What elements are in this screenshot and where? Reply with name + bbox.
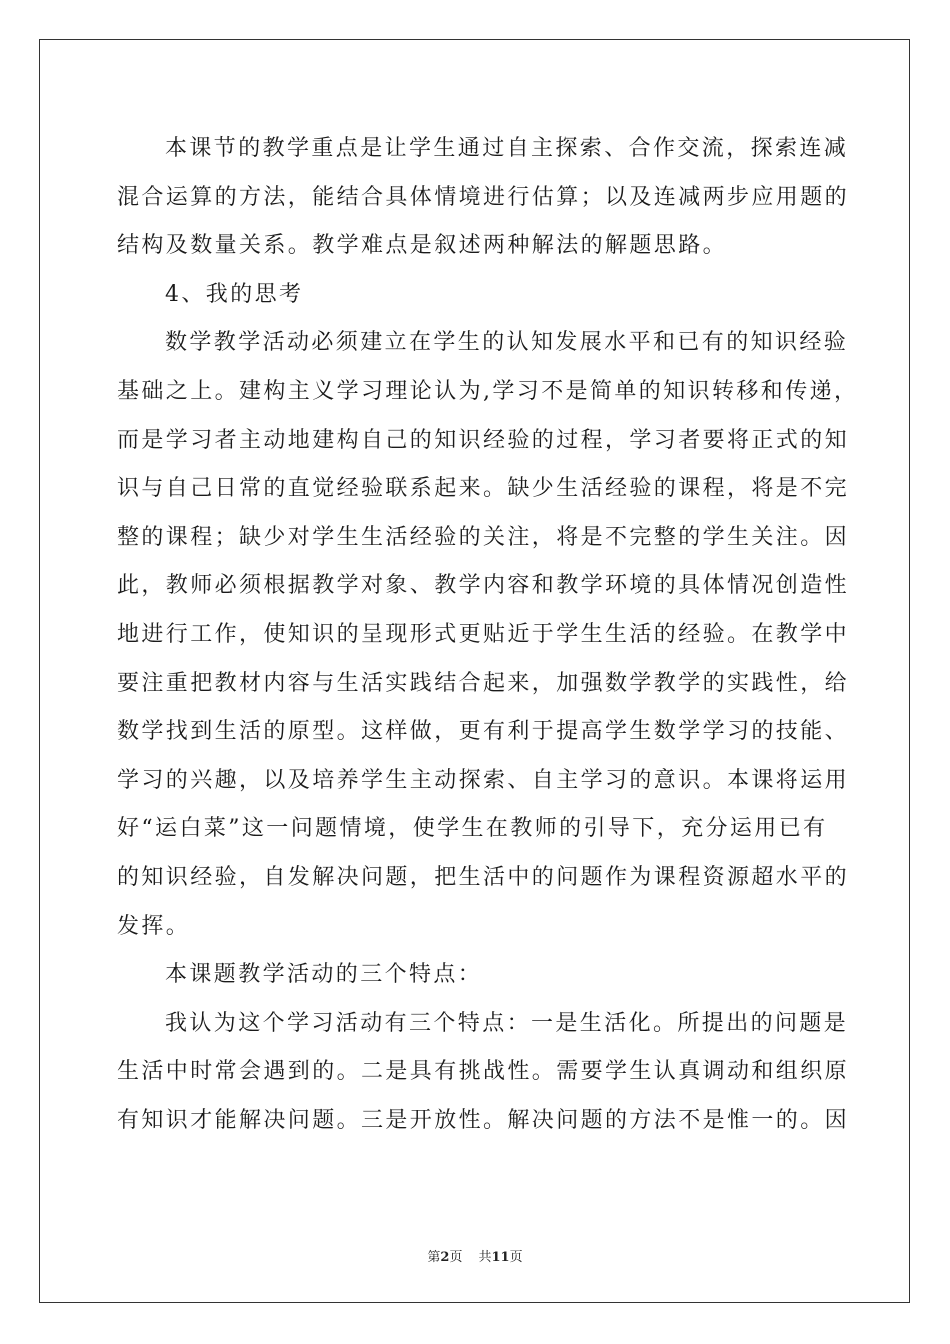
total-prefix: 共 [478, 1250, 492, 1265]
text-line: 好“运白菜”这一问题情境，使学生在教师的引导下，充分运用已有 [117, 816, 828, 842]
text-line: 的知识经验，自发解决问题，把生活中的问题作为课程资源超水平的 [117, 864, 850, 890]
total-suffix: 页 [509, 1250, 523, 1265]
text-line: 数学找到生活的原型。这样做，更有利于提高学生数学学习的技能、 [117, 719, 850, 745]
text-line: 混合运算的方法，能结合具体情境进行估算；以及连减两步应用题的 [117, 184, 850, 210]
text-line: 我认为这个学习活动有三个特点：一是生活化。所提出的问题是 [165, 1010, 849, 1036]
document-body [117, 125, 859, 1145]
text-line: 数学教学活动必须建立在学生的认知发展水平和已有的知识经验 [165, 330, 849, 356]
page-suffix: 页 [449, 1250, 463, 1265]
page-number: 2 [440, 1250, 450, 1265]
text-line: 地进行工作，使知识的呈现形式更贴近于学生生活的经验。在教学中 [117, 621, 850, 647]
text-line: 要注重把教材内容与生活实践结合起来，加强数学教学的实践性，给 [117, 670, 850, 696]
text-line: 本课节的教学重点是让学生通过自主探索、合作交流，探索连减 [165, 136, 849, 161]
page-prefix: 第 [427, 1250, 441, 1265]
text-line: 发挥。 [117, 913, 191, 939]
text-line: 有知识才能解决问题。三是开放性。解决问题的方法不是惟一的。因 [117, 1107, 850, 1133]
text-line: 此，教师必须根据教学对象、教学内容和教学环境的具体情况创造性 [117, 573, 850, 599]
text-line: 本课题教学活动的三个特点： [165, 962, 483, 988]
text-line: 4、我的思考 [165, 281, 304, 307]
text-line: 生活中时常会遇到的。二是具有挑战性。需要学生认真调动和组织原 [117, 1059, 850, 1085]
text-line: 结构及数量关系。教学难点是叙述两种解法的解题思路。 [117, 233, 728, 259]
text-line: 而是学习者主动地建构自己的知识经验的过程，学习者要将正式的知 [117, 427, 850, 453]
text-line: 整的课程；缺少对学生生活经验的关注，将是不完整的学生关注。因 [117, 524, 850, 550]
text-line: 识与自己日常的直觉经验联系起来。缺少生活经验的课程，将是不完 [117, 476, 850, 502]
total-pages: 11 [491, 1250, 510, 1265]
page-footer [0, 1246, 950, 1265]
text-line: 学习的兴趣，以及培养学生主动探索、自主学习的意识。本课将运用 [117, 767, 850, 793]
text-line: 基础之上。建构主义学习理论认为,学习不是简单的知识转移和传递， [117, 378, 859, 404]
